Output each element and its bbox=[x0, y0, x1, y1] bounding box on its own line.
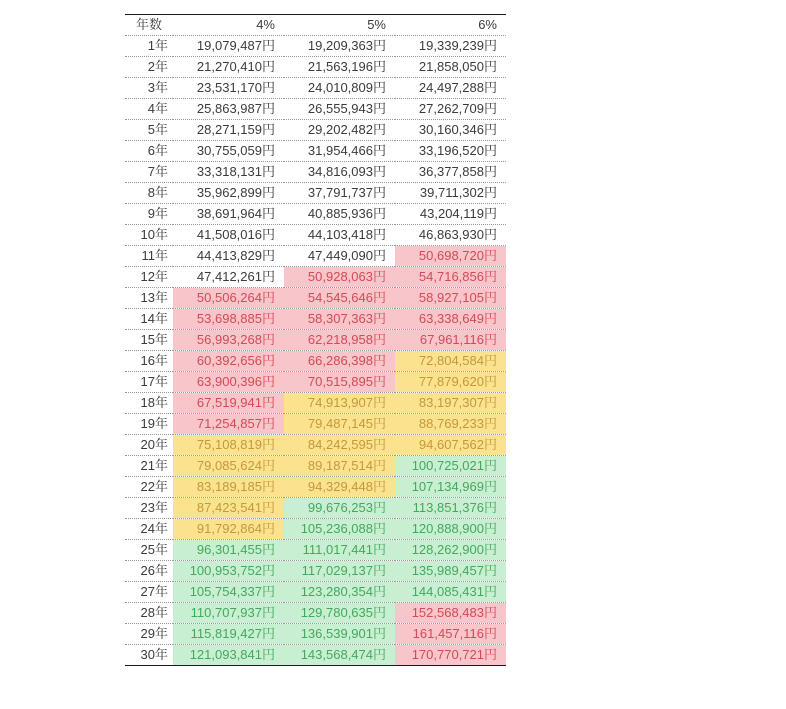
value-cell-6pct: 27,262,709円 bbox=[395, 99, 506, 120]
value-cell-5pct: 37,791,737円 bbox=[284, 183, 395, 204]
value-cell-5pct: 99,676,253円 bbox=[284, 498, 395, 519]
value-cell-6pct: 63,338,649円 bbox=[395, 309, 506, 330]
value-cell-5pct: 44,103,418円 bbox=[284, 225, 395, 246]
year-cell: 28年 bbox=[125, 603, 173, 624]
value-cell-6pct: 100,725,021円 bbox=[395, 456, 506, 477]
value-cell-5pct: 123,280,354円 bbox=[284, 582, 395, 603]
col-header-years: 年数 bbox=[125, 15, 173, 36]
value-cell-4pct: 53,698,885円 bbox=[173, 309, 284, 330]
table-row bbox=[125, 162, 506, 183]
value-cell-5pct: 54,545,646円 bbox=[284, 288, 395, 309]
table-row bbox=[125, 309, 506, 330]
value-cell-6pct: 77,879,620円 bbox=[395, 372, 506, 393]
value-cell-5pct: 143,568,474円 bbox=[284, 645, 395, 666]
table-row bbox=[125, 351, 506, 372]
value-cell-4pct: 19,079,487円 bbox=[173, 36, 284, 57]
value-cell-5pct: 79,487,145円 bbox=[284, 414, 395, 435]
value-cell-4pct: 44,413,829円 bbox=[173, 246, 284, 267]
value-cell-5pct: 129,780,635円 bbox=[284, 603, 395, 624]
year-cell: 6年 bbox=[125, 141, 173, 162]
value-cell-4pct: 75,108,819円 bbox=[173, 435, 284, 456]
value-cell-6pct: 88,769,233円 bbox=[395, 414, 506, 435]
value-cell-4pct: 33,318,131円 bbox=[173, 162, 284, 183]
table-row bbox=[125, 57, 506, 78]
value-cell-4pct: 79,085,624円 bbox=[173, 456, 284, 477]
year-cell: 15年 bbox=[125, 330, 173, 351]
value-cell-5pct: 31,954,466円 bbox=[284, 141, 395, 162]
value-cell-6pct: 107,134,969円 bbox=[395, 477, 506, 498]
table-row bbox=[125, 225, 506, 246]
value-cell-6pct: 19,339,239円 bbox=[395, 36, 506, 57]
value-cell-4pct: 67,519,941円 bbox=[173, 393, 284, 414]
table-row bbox=[125, 414, 506, 435]
value-cell-5pct: 66,286,398円 bbox=[284, 351, 395, 372]
table-row bbox=[125, 246, 506, 267]
year-cell: 8年 bbox=[125, 183, 173, 204]
table-row bbox=[125, 582, 506, 603]
value-cell-6pct: 24,497,288円 bbox=[395, 78, 506, 99]
value-cell-5pct: 84,242,595円 bbox=[284, 435, 395, 456]
value-cell-6pct: 58,927,105円 bbox=[395, 288, 506, 309]
table-row bbox=[125, 99, 506, 120]
year-cell: 5年 bbox=[125, 120, 173, 141]
value-cell-4pct: 56,993,268円 bbox=[173, 330, 284, 351]
value-cell-5pct: 94,329,448円 bbox=[284, 477, 395, 498]
value-cell-4pct: 87,423,541円 bbox=[173, 498, 284, 519]
year-cell: 10年 bbox=[125, 225, 173, 246]
table-row bbox=[125, 393, 506, 414]
value-cell-4pct: 60,392,656円 bbox=[173, 351, 284, 372]
table-row bbox=[125, 540, 506, 561]
value-cell-4pct: 38,691,964円 bbox=[173, 204, 284, 225]
value-cell-6pct: 54,716,856円 bbox=[395, 267, 506, 288]
year-cell: 29年 bbox=[125, 624, 173, 645]
value-cell-5pct: 34,816,093円 bbox=[284, 162, 395, 183]
table-row bbox=[125, 36, 506, 57]
year-cell: 24年 bbox=[125, 519, 173, 540]
col-header-4pct: 4% bbox=[173, 15, 284, 36]
year-cell: 9年 bbox=[125, 204, 173, 225]
value-cell-5pct: 47,449,090円 bbox=[284, 246, 395, 267]
table-row bbox=[125, 603, 506, 624]
value-cell-5pct: 19,209,363円 bbox=[284, 36, 395, 57]
value-cell-5pct: 50,928,063円 bbox=[284, 267, 395, 288]
year-cell: 14年 bbox=[125, 309, 173, 330]
value-cell-4pct: 71,254,857円 bbox=[173, 414, 284, 435]
value-cell-4pct: 23,531,170円 bbox=[173, 78, 284, 99]
year-cell: 22年 bbox=[125, 477, 173, 498]
table-row bbox=[125, 561, 506, 582]
year-cell: 30年 bbox=[125, 645, 173, 666]
value-cell-4pct: 83,189,185円 bbox=[173, 477, 284, 498]
value-cell-5pct: 24,010,809円 bbox=[284, 78, 395, 99]
col-header-5pct: 5% bbox=[284, 15, 395, 36]
table-row bbox=[125, 498, 506, 519]
value-cell-6pct: 21,858,050円 bbox=[395, 57, 506, 78]
value-cell-6pct: 135,989,457円 bbox=[395, 561, 506, 582]
table-row bbox=[125, 456, 506, 477]
table-row bbox=[125, 120, 506, 141]
year-cell: 12年 bbox=[125, 267, 173, 288]
value-cell-6pct: 152,568,483円 bbox=[395, 603, 506, 624]
value-cell-5pct: 62,218,958円 bbox=[284, 330, 395, 351]
value-cell-6pct: 43,204,119円 bbox=[395, 204, 506, 225]
value-cell-4pct: 110,707,937円 bbox=[173, 603, 284, 624]
value-cell-6pct: 120,888,900円 bbox=[395, 519, 506, 540]
header-row bbox=[125, 15, 506, 36]
table-body bbox=[125, 36, 506, 666]
year-cell: 1年 bbox=[125, 36, 173, 57]
value-cell-5pct: 117,029,137円 bbox=[284, 561, 395, 582]
table-row bbox=[125, 204, 506, 225]
year-cell: 7年 bbox=[125, 162, 173, 183]
table-row bbox=[125, 330, 506, 351]
value-cell-6pct: 33,196,520円 bbox=[395, 141, 506, 162]
table-row bbox=[125, 624, 506, 645]
value-cell-5pct: 74,913,907円 bbox=[284, 393, 395, 414]
value-cell-4pct: 100,953,752円 bbox=[173, 561, 284, 582]
value-cell-5pct: 70,515,895円 bbox=[284, 372, 395, 393]
table-row bbox=[125, 267, 506, 288]
value-cell-6pct: 36,377,858円 bbox=[395, 162, 506, 183]
value-cell-4pct: 121,093,841円 bbox=[173, 645, 284, 666]
value-cell-4pct: 47,412,261円 bbox=[173, 267, 284, 288]
value-cell-6pct: 83,197,307円 bbox=[395, 393, 506, 414]
value-cell-4pct: 96,301,455円 bbox=[173, 540, 284, 561]
year-cell: 17年 bbox=[125, 372, 173, 393]
value-cell-5pct: 29,202,482円 bbox=[284, 120, 395, 141]
value-cell-5pct: 40,885,936円 bbox=[284, 204, 395, 225]
value-cell-4pct: 91,792,864円 bbox=[173, 519, 284, 540]
growth-table bbox=[125, 14, 506, 666]
year-cell: 20年 bbox=[125, 435, 173, 456]
table-row bbox=[125, 141, 506, 162]
table-row bbox=[125, 288, 506, 309]
value-cell-5pct: 105,236,088円 bbox=[284, 519, 395, 540]
value-cell-6pct: 144,085,431円 bbox=[395, 582, 506, 603]
value-cell-4pct: 105,754,337円 bbox=[173, 582, 284, 603]
value-cell-5pct: 89,187,514円 bbox=[284, 456, 395, 477]
table-row bbox=[125, 435, 506, 456]
value-cell-4pct: 115,819,427円 bbox=[173, 624, 284, 645]
year-cell: 27年 bbox=[125, 582, 173, 603]
value-cell-5pct: 111,017,441円 bbox=[284, 540, 395, 561]
value-cell-5pct: 26,555,943円 bbox=[284, 99, 395, 120]
value-cell-4pct: 41,508,016円 bbox=[173, 225, 284, 246]
year-cell: 2年 bbox=[125, 57, 173, 78]
value-cell-4pct: 63,900,396円 bbox=[173, 372, 284, 393]
year-cell: 4年 bbox=[125, 99, 173, 120]
value-cell-4pct: 30,755,059円 bbox=[173, 141, 284, 162]
year-cell: 11年 bbox=[125, 246, 173, 267]
year-cell: 23年 bbox=[125, 498, 173, 519]
table-row bbox=[125, 477, 506, 498]
value-cell-6pct: 94,607,562円 bbox=[395, 435, 506, 456]
value-cell-5pct: 58,307,363円 bbox=[284, 309, 395, 330]
value-cell-6pct: 128,262,900円 bbox=[395, 540, 506, 561]
col-header-6pct: 6% bbox=[395, 15, 506, 36]
year-cell: 26年 bbox=[125, 561, 173, 582]
value-cell-5pct: 136,539,901円 bbox=[284, 624, 395, 645]
year-cell: 21年 bbox=[125, 456, 173, 477]
table-row bbox=[125, 519, 506, 540]
value-cell-4pct: 21,270,410円 bbox=[173, 57, 284, 78]
year-cell: 13年 bbox=[125, 288, 173, 309]
value-cell-6pct: 113,851,376円 bbox=[395, 498, 506, 519]
value-cell-6pct: 46,863,930円 bbox=[395, 225, 506, 246]
value-cell-6pct: 72,804,584円 bbox=[395, 351, 506, 372]
value-cell-6pct: 170,770,721円 bbox=[395, 645, 506, 666]
value-cell-6pct: 67,961,116円 bbox=[395, 330, 506, 351]
year-cell: 16年 bbox=[125, 351, 173, 372]
value-cell-6pct: 161,457,116円 bbox=[395, 624, 506, 645]
value-cell-6pct: 50,698,720円 bbox=[395, 246, 506, 267]
table-row bbox=[125, 645, 506, 666]
table-row bbox=[125, 78, 506, 99]
year-cell: 3年 bbox=[125, 78, 173, 99]
year-cell: 19年 bbox=[125, 414, 173, 435]
value-cell-4pct: 25,863,987円 bbox=[173, 99, 284, 120]
value-cell-4pct: 35,962,899円 bbox=[173, 183, 284, 204]
value-cell-6pct: 30,160,346円 bbox=[395, 120, 506, 141]
table-header bbox=[125, 15, 506, 36]
value-cell-6pct: 39,711,302円 bbox=[395, 183, 506, 204]
year-cell: 25年 bbox=[125, 540, 173, 561]
value-cell-5pct: 21,563,196円 bbox=[284, 57, 395, 78]
value-cell-4pct: 50,506,264円 bbox=[173, 288, 284, 309]
year-cell: 18年 bbox=[125, 393, 173, 414]
table-row bbox=[125, 183, 506, 204]
value-cell-4pct: 28,271,159円 bbox=[173, 120, 284, 141]
table-row bbox=[125, 372, 506, 393]
